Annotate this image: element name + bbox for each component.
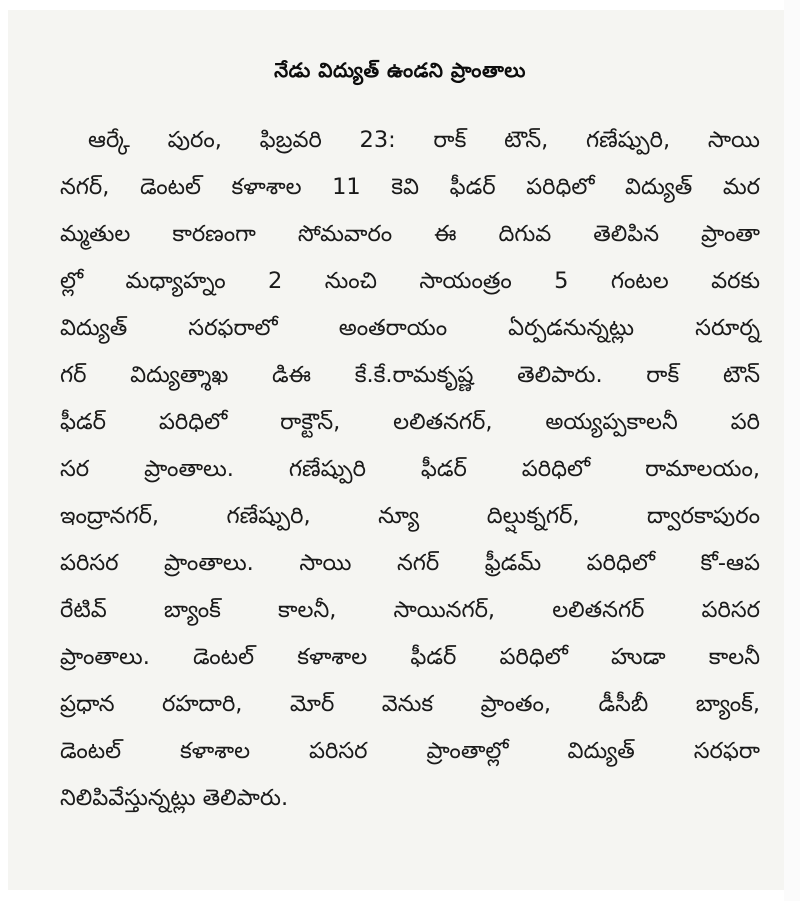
article-line: పరిసర ప్రాంతాలు. సాయి నగర్ ఫ్రీడమ్ పరిధిలో కో-ఆప [60,550,760,576]
article-line: డెంటల్ కళాశాల పరిసర ప్రాంతాల్లో విద్యుత్ సరఫరా [60,738,760,764]
article-headline: నేడు విద్యుత్ ఉండని ప్రాంతాలు [274,58,526,82]
article-line: రేటివ్ బ్యాంక్ కాలనీ, సాయినగర్, లలితనగర్ పరిసర [60,597,760,623]
article-line: విద్యుత్ సరఫరాలో అంతరాయం ఏర్పడనున్నట్లు సరూర్న [60,315,760,341]
article-line: ల్లో మధ్యాహ్నం 2 నుంచి సాయంత్రం 5 గంటల వరకు [60,268,760,294]
article-line: సర ప్రాంతాలు. గణేష్పురి ఫీడర్ పరిధిలో రామాలయం, [60,456,760,482]
article-line: ఫీడర్ పరిధిలో రాక్టౌన్, లలితనగర్, అయ్యప్పకాలనీ పరి [60,409,760,435]
article-line: ఆర్కే పురం, ఫిబ్రవరి 23: రాక్ టౌన్, గణేష్పురి, సాయి [88,127,760,153]
article-line: నగర్, డెంటల్ కళాశాల 11 కెవి ఫీడర్ పరిధిలో విద్యుత్ మర [60,174,760,200]
article-line: నిలిపివేస్తున్నట్లు తెలిపారు. [60,785,289,811]
article-line: ఇంద్రానగర్, గణేష్పురి, న్యూ దిల్షుక్నగర్, ద్వారకాపురం [60,503,760,529]
article-line: గర్ విద్యుత్శాఖ డిఈ కే.కే.రామకృష్ణ తెలిపారు. రాక్ టౌన్ [60,362,760,388]
page-edge [784,0,800,901]
article-line: ప్రాంతాలు. డెంటల్ కళాశాల ఫీడర్ పరిధిలో హుడా కాలనీ [60,644,760,670]
article-body [60,117,760,822]
article-line: మ్మతుల కారణంగా సోమవారం ఈ దిగువ తెలిపిన ప్రాంతా [60,221,760,247]
article-line: ప్రధాన రహదారి, మోర్ వెనుక ప్రాంతం, డీసీబీ బ్యాంక్, [60,691,760,717]
